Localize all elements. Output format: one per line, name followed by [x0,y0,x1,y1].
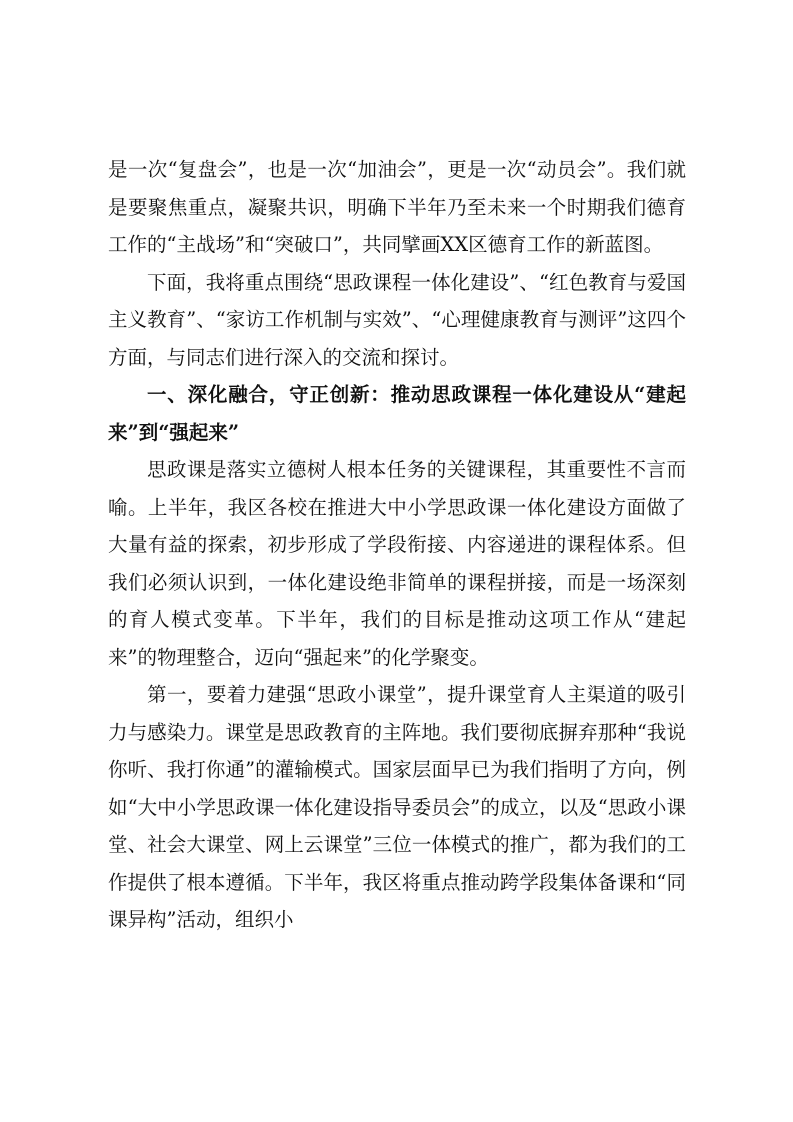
paragraph-overview: 下面，我将重点围绕“思政课程一体化建设”、“红色教育与爱国主义教育”、“家访工作机制与实效”、“心理健康教育与测评”这四个方面，与同志们进行深入的交流和探讨。 [108,270,686,369]
paragraph-section-1-intro: 思政课是落实立德树人根本任务的关键课程，其重要性不言而喻。上半年，我区各校在推进大中小学思政课一体化建设方面做了大量有益的探索，初步形成了学段衔接、内容递进的课程体系。但我们必须认识到，一体化建设绝非简单的课程拼接，而是一场深刻的育人模式变革。下半年，我们的目标是推动这项工作从“建起来”的物理整合，迈向“强起来”的化学聚变。 [108,458,686,669]
section-heading-1: 一、深化融合，守正创新：推动思政课程一体化建设从“建起来”到“强起来” [108,383,686,444]
paragraph-section-1-point-1: 第一，要着力建强“思政小课堂”，提升课堂育人主渠道的吸引力与感染力。课堂是思政教育的主阵地。我们要彻底摒弃那种“我说你听、我打你通”的灌输模式。国家层面早已为我们指明了方向，例如“大中小学思政课一体化建设指导委员会”的成立，以及“思政小课堂、社会大课堂、网上云课堂”三位一体模式的推广，都为我们的工作提供了根本遵循。下半年，我区将重点推动跨学段集体备课和“同课异构”活动，组织小 [108,683,686,931]
paragraph-opening: 是一次“复盘会”，也是一次“加油会”，更是一次“动员会”。我们就是要聚焦重点，凝聚共识，明确下半年乃至未来一个时期我们德育工作的“主战场”和“突破口”，共同擘画XX区德育工作的新蓝图。 [108,158,686,256]
document-body [108,151,686,939]
